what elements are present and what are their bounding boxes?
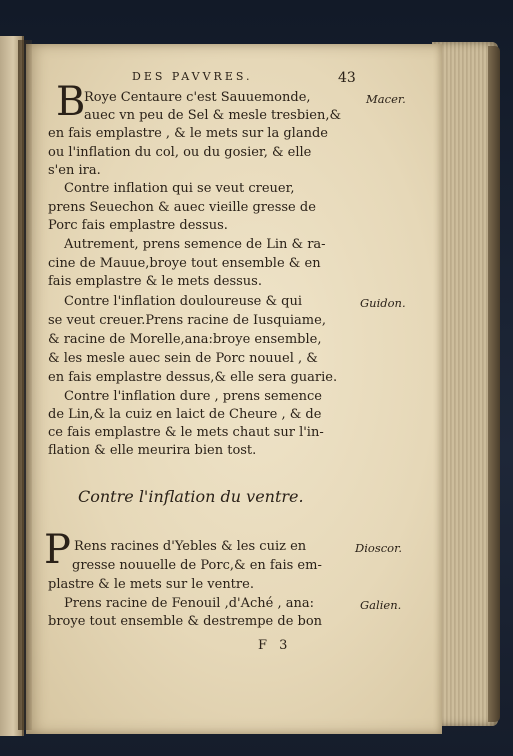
text-line: prens Seuechon & auec vieille gresse de bbox=[48, 200, 316, 215]
text-line: se veut creuer.Prens racine de Iusquiame, bbox=[48, 313, 326, 328]
text-line: en fais emplastre , & le mets sur la glande bbox=[48, 126, 328, 141]
text-line: ou l'inflation du col, ou du gosier, & elle bbox=[48, 145, 312, 160]
text-line: Contre l'inflation dure , prens semence bbox=[64, 389, 322, 404]
text-line: cine de Mauue,broye tout ensemble & en bbox=[48, 256, 321, 271]
margin-note-guidon: Guidon. bbox=[360, 296, 406, 310]
text-line: Autrement, prens semence de Lin & ra- bbox=[64, 237, 326, 252]
text-line: plastre & le mets sur le ventre. bbox=[48, 577, 254, 592]
text-line: s'en ira. bbox=[48, 163, 101, 178]
margin-note-dioscor: Dioscor. bbox=[355, 541, 402, 555]
margin-note-macer: Macer. bbox=[366, 92, 406, 106]
drop-cap-b: B bbox=[56, 79, 86, 125]
text-line: de Lin,& la cuiz en laict de Cheure , & de bbox=[48, 407, 322, 422]
book-cover-edge bbox=[488, 46, 500, 722]
gutter-shadow bbox=[18, 40, 32, 730]
text-line: flation & elle meurira bien tost. bbox=[48, 443, 257, 458]
page-number: 43 bbox=[338, 70, 356, 86]
text-line: gresse nouuelle de Porc,& en fais em- bbox=[72, 558, 322, 573]
text-line: Contre l'inflation douloureuse & qui bbox=[64, 294, 303, 309]
text-line: en fais emplastre dessus,& elle sera guarie. bbox=[48, 370, 338, 385]
signature-mark: F 3 bbox=[258, 638, 292, 653]
drop-cap-p: P bbox=[44, 527, 71, 573]
text-line: Porc fais emplastre dessus. bbox=[48, 218, 228, 233]
text-line: broye tout ensemble & destrempe de bon bbox=[48, 614, 323, 629]
text-line: & les mesle auec sein de Porc nouuel , & bbox=[48, 351, 318, 366]
text-line: Prens racine de Fenouil ,d'Aché , ana: bbox=[64, 596, 315, 611]
text-line: Contre inflation qui se veut creuer, bbox=[64, 181, 295, 196]
text-line: ce fais emplastre & le mets chaut sur l'in- bbox=[48, 425, 324, 440]
text-line: Roye Centaure c'est Sauuemonde, bbox=[84, 90, 311, 105]
text-line: Rens racines d'Yebles & les cuiz en bbox=[74, 539, 307, 554]
section-heading: Contre l'inflation du ventre. bbox=[78, 487, 304, 506]
text-line: fais emplastre & le mets dessus. bbox=[48, 274, 262, 289]
text-line: auec vn peu de Sel & mesle tresbien,& bbox=[84, 108, 342, 123]
running-head: DES PAVVRES. bbox=[132, 70, 253, 83]
text-line: & racine de Morelle,ana:broye ensemble, bbox=[48, 332, 322, 347]
margin-note-galien: Galien. bbox=[360, 598, 402, 612]
